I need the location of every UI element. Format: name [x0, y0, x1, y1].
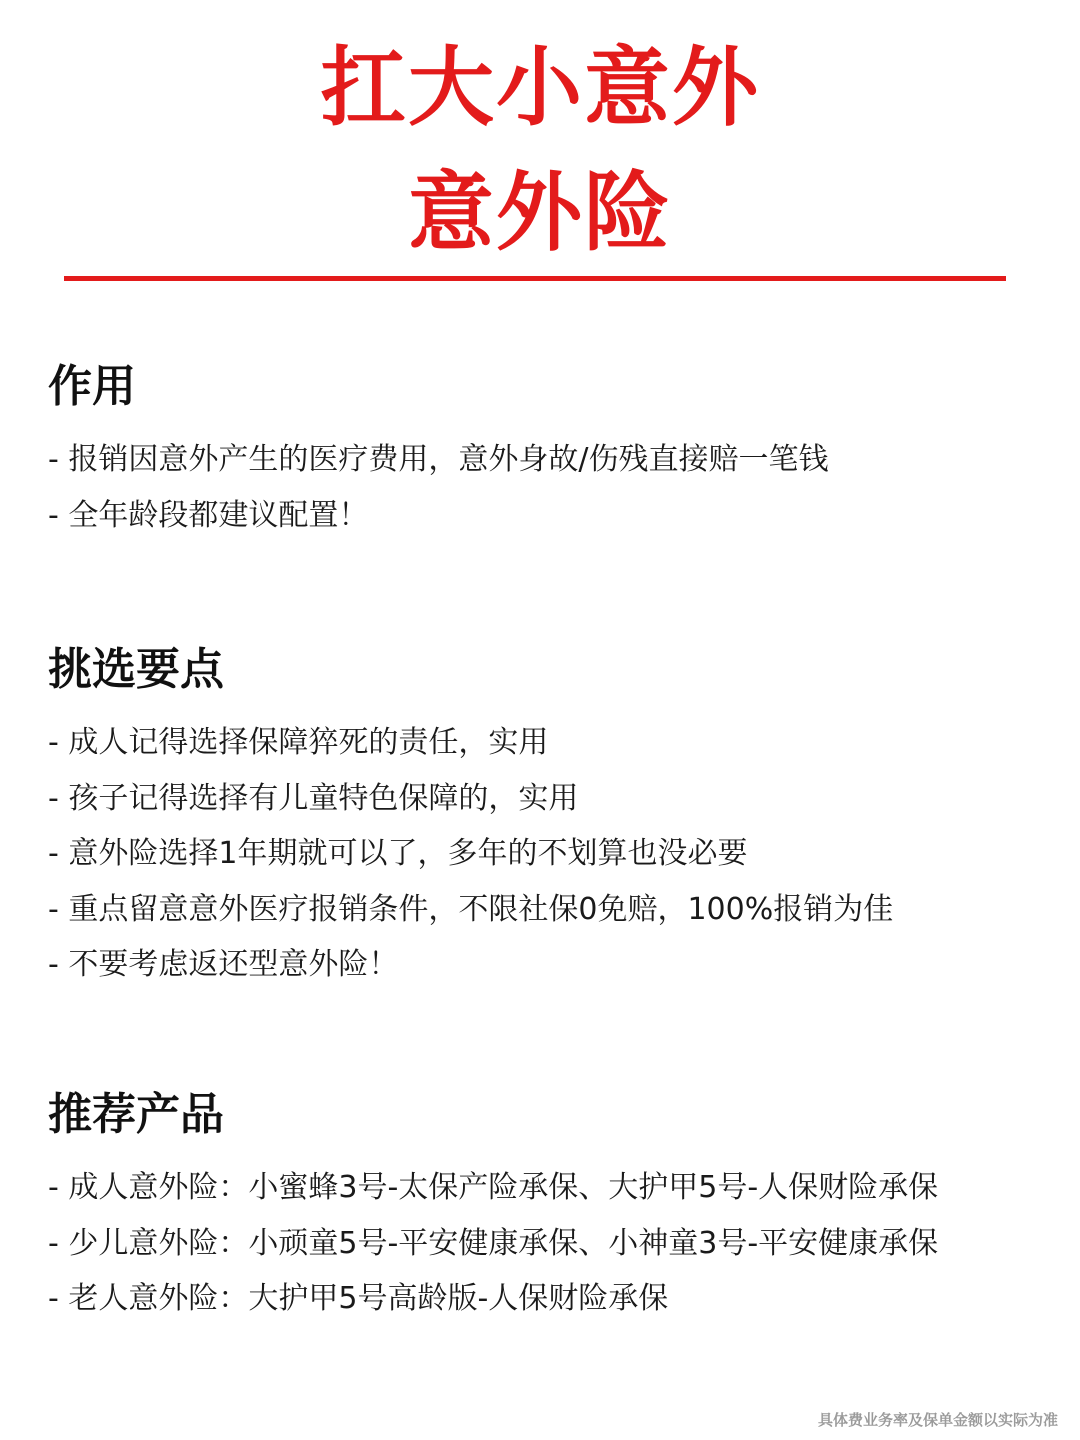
list-item: - 老人意外险：大护甲5号高龄版-人保财险承保 [48, 1281, 669, 1316]
section-heading-selection-tips: 挑选要点 [48, 644, 224, 695]
usage-list [48, 432, 1038, 543]
page-title-line-1: 扛大小意外 [320, 38, 760, 138]
recommended-products-list [48, 1160, 1038, 1327]
list-item: - 重点留意意外医疗报销条件，不限社保0免赔，100%报销为佳 [48, 891, 894, 927]
section-heading-usage: 作用 [48, 361, 136, 412]
selection-tips-list [48, 715, 1038, 993]
list-item: - 报销因意外产生的医疗费用，意外身故/伤残直接赔一笔钱 [48, 442, 829, 477]
list-item: - 全年龄段都建议配置！ [48, 497, 369, 533]
footnote: 具体费业务率及保单金额以实际为准 [817, 1411, 1058, 1429]
section-heading-recommended-products: 推荐产品 [48, 1089, 224, 1140]
list-item: - 少儿意外险：小顽童5号-平安健康承保、小神童3号-平安健康承保 [48, 1225, 939, 1261]
page-title-line-2: 意外险 [408, 163, 672, 263]
list-item: - 孩子记得选择有儿童特色保障的，实用 [48, 780, 579, 816]
title-divider [64, 276, 1006, 281]
list-item: - 不要考虑返还型意外险！ [48, 947, 399, 982]
list-item: - 成人记得选择保障猝死的责任，实用 [48, 725, 549, 760]
list-item: - 成人意外险：小蜜蜂3号-太保产险承保、大护甲5号-人保财险承保 [48, 1170, 939, 1205]
list-item: - 意外险选择1年期就可以了，多年的不划算也没必要 [48, 836, 748, 871]
